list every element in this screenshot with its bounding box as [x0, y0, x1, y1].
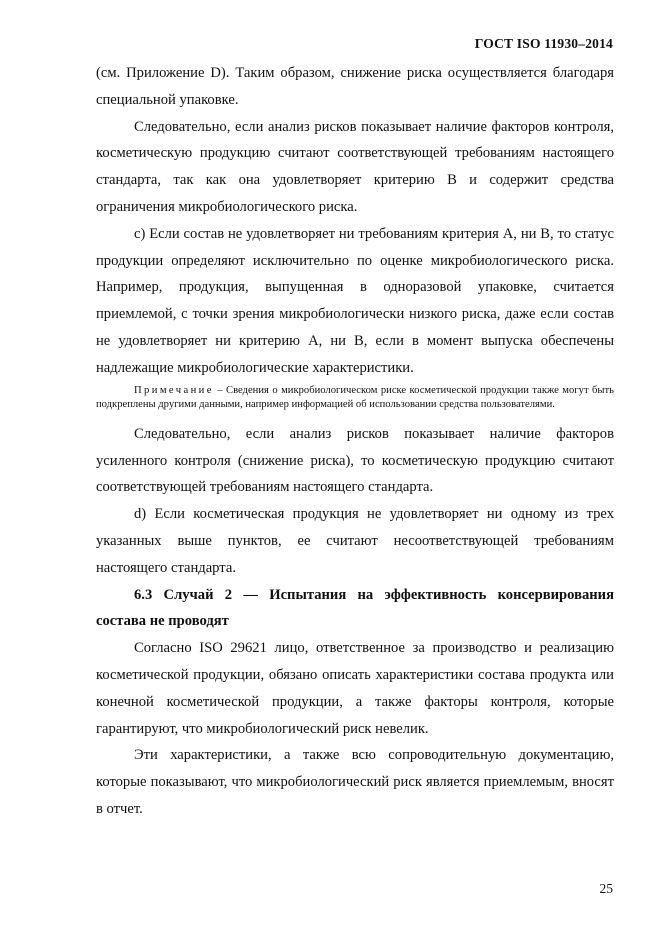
page-number: 25	[599, 881, 613, 896]
note	[96, 384, 614, 413]
document-body	[96, 60, 614, 823]
paragraph-item-d: d) Если косметическая продукция не удовлетворяет ни одному из трех указанных выше пунктов, ее считают несоответствующей требованиям настоящего стандарта.	[96, 506, 614, 576]
paragraph-control-factors: Следовательно, если анализ рисков показывает наличие факторов контроля, косметическую продукцию считают соответствующей требованиям настоящего стандарта, так как она удовлетворяет критерию В и содержит средства ограничения микробиологического риска.	[96, 118, 614, 215]
paragraph-enhanced-control: Следовательно, если анализ рисков показывает наличие факторов усиленного контроля (снижение риска), то косметическую продукцию считают соответствующей требованиям настоящего стандарта.	[96, 425, 614, 496]
section-heading-6-3: 6.3 Случай 2 — Испытания на эффективность консервирования состава не проводят	[96, 586, 614, 630]
paragraph-continuation: (см. Приложение D). Таким образом, снижение риска осуществляется благодаря специальной упаковке.	[96, 65, 614, 108]
note-label: Примечание	[134, 384, 214, 396]
paragraph-report: Эти характеристики, а также всю сопроводительную документацию, которые показывают, что микробиологический риск является приемлемым, вносят в отчет.	[96, 747, 614, 817]
note-text: – Сведения о микробиологическом риске косметической продукции также могут быть подкреплены другими данными, например информацией об использовании средства пользователями.	[96, 384, 614, 411]
standard-code-header: ГОСТ ISO 11930–2014	[474, 36, 613, 51]
paragraph-iso-29621: Согласно ISO 29621 лицо, ответственное за производство и реализацию косметической продукции, обязано описать характеристики состава продукта или конечной косметической продукции, а также факторы контроля, которые гарантируют, что микробиологический риск невелик.	[96, 640, 614, 737]
paragraph-item-c: с) Если состав не удовлетворяет ни требованиям критерия А, ни В, то статус продукции определяют исключительно по оценке микробиологического риска. Например, продукция, выпущенная в одноразовой упаковке, считается приемлемой, с точки зрения микробиологически низкого риска, даже если состав не удовлетворяет ни критерию А, ни В, если в момент выпуска обеспечены надлежащие микробиологические характеристики.	[96, 225, 614, 376]
